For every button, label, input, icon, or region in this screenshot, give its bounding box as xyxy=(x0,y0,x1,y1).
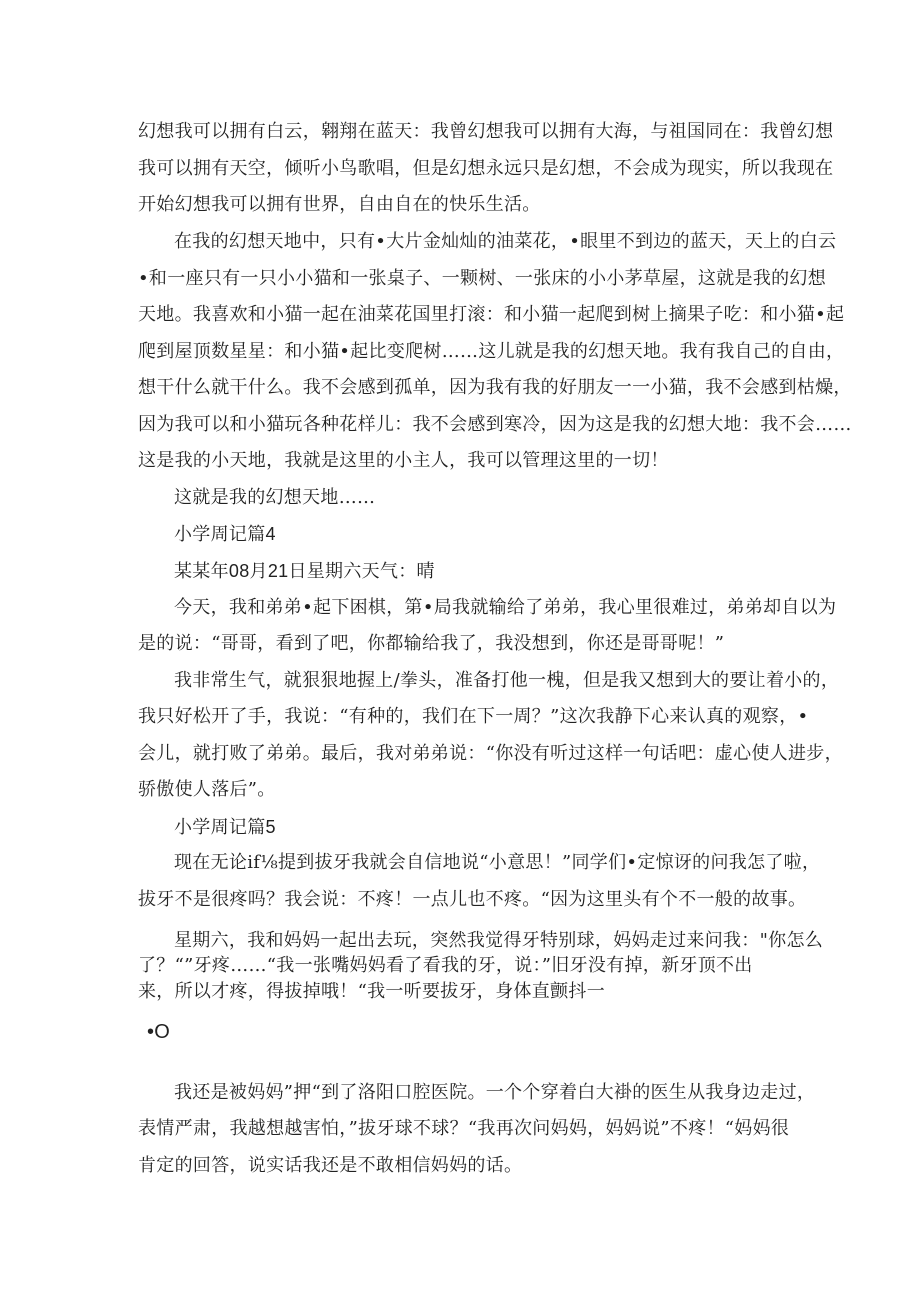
paragraph-line: 表情严肃，我越想越害怕，”拔牙球不球？“我再次问妈妈，妈妈说”不疼！“妈妈很 xyxy=(138,1118,790,1139)
paragraph-line: 是的说：“哥哥，看到了吧，你都输给我了，我没想到，你还是哥哥呢！” xyxy=(138,633,725,654)
paragraph-line: 我可以拥有天空，倾听小鸟歌唱，但是幻想永远只是幻想，不会成为现实，所以我现在 xyxy=(138,158,834,179)
paragraph-line: 开始幻想我可以拥有世界，自由自在的快乐生活。 xyxy=(138,194,541,215)
section-heading: 小学周记篇4 xyxy=(174,524,276,544)
paragraph-line: 想干什么就干什么。我不会感到孤单，因为我有我的好朋友一一小猫，我不会感到枯燥， xyxy=(138,377,852,398)
paragraph-line: 拔牙不是很疼吗？我会说：不疼！一点儿也不疼。“因为这里头有个不一般的故事。 xyxy=(138,889,807,910)
paragraph-line: 在我的幻想天地中，只有•大片金灿灿的油菜花，•眼里不到边的蓝天，天上的白云 xyxy=(174,231,837,252)
paragraph-line: 幻想我可以拥有白云，翱翔在蓝天：我曾幻想我可以拥有大海，与祖国同在：我曾幻想 xyxy=(138,121,834,142)
paragraph-line: 来，所以才疼，得拔掉哦！“我一听要拔牙，身体直颤抖一 xyxy=(138,981,605,1002)
paragraph-line: 这就是我的幻想天地…… xyxy=(174,487,376,508)
section-heading: 小学周记篇5 xyxy=(174,817,276,837)
paragraph-line: 我只好松开了手，我说：“有种的，我们在下一周？”这次我静下心来认真的观察，• xyxy=(138,706,809,727)
paragraph-line: 这是我的小天地，我就是这里的小主人，我可以管理这里的一切！ xyxy=(138,450,669,471)
paragraph-line: 肯定的回答，说实话我还是不敢相信妈妈的话。 xyxy=(138,1155,523,1176)
paragraph-line: 骄傲使人落后”。 xyxy=(138,779,276,800)
paragraph-line: 我还是被妈妈”押“到了洛阳口腔医院。一个个穿着白大褂的医生从我身边走过， xyxy=(174,1082,816,1103)
paragraph-line: 了？“”牙疼……“我一张嘴妈妈看了看我的牙，说：”旧牙没有掉，新牙顶不出 xyxy=(138,955,753,976)
paragraph-line: 现在无论if⅛提到拔牙我就会自信地说“小意思！”同学们•定惊讶的问我怎了啦， xyxy=(174,852,821,873)
paragraph-line: •和一座只有一只小小猫和一张桌子、一颗树、一张床的小小茅草屋，这就是我的幻想 xyxy=(138,268,827,289)
paragraph-line: 天地。我喜欢和小猫一起在油菜花国里打滚：和小猫一起爬到树上摘果子吃：和小猫•起 xyxy=(138,304,845,325)
stray-mark: •O xyxy=(147,1021,171,1043)
date-weather-line: 某某年08月21日星期六天气：晴 xyxy=(174,561,435,581)
paragraph-line: 爬到屋顶数星星：和小猫•起比变爬树……这儿就是我的幻想天地。我有我自己的自由， xyxy=(138,341,845,362)
paragraph-line: 我非常生气，就狠狠地握上/拳头，准备打他一槐，但是我又想到大的要让着小的， xyxy=(174,670,840,691)
paragraph-line: 星期六，我和妈妈一起出去玩，突然我觉得牙特别球，妈妈走过来问我："你怎么 xyxy=(174,930,824,951)
paragraph-line: 因为我可以和小猫玩各种花样儿：我不会感到寒冷，因为这是我的幻想大地：我不会…… xyxy=(138,414,852,435)
paragraph-line: 会儿，就打败了弟弟。最后，我对弟弟说：“你没有听过这样一句话吧：虚心使人进步， xyxy=(138,743,843,764)
paragraph-line: 今天，我和弟弟•起下困棋，第•局我就输给了弟弟，我心里很难过，弟弟却自以为 xyxy=(174,597,837,618)
